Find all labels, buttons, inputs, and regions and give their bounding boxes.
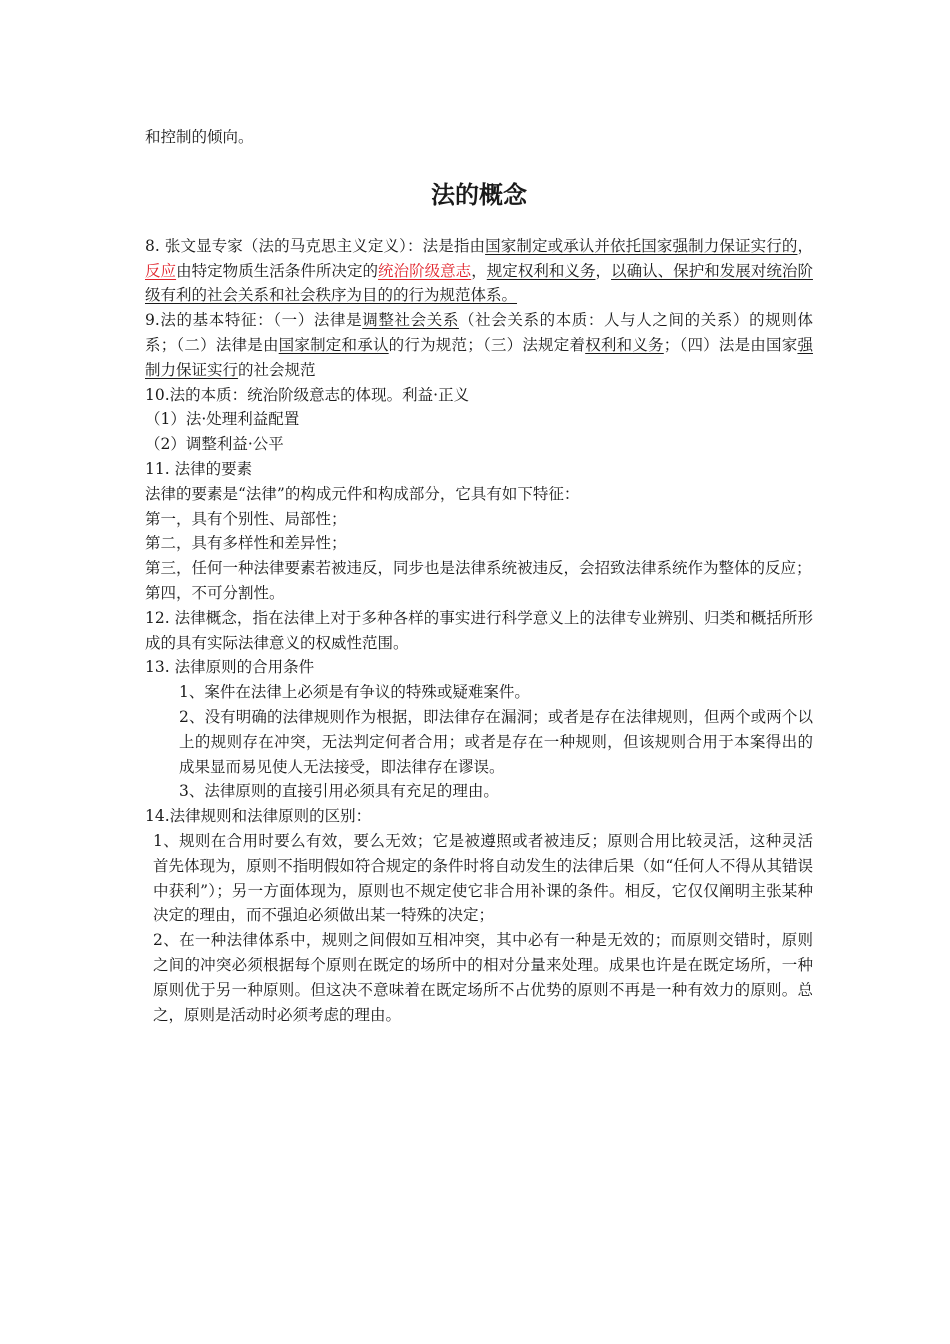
paragraph-11-heading: 11. 法律的要素: [145, 459, 253, 478]
paragraph-11-item-1: 第一，具有个别性、局部性；: [145, 509, 347, 528]
paragraph-11-item-3: 第三，任何一种法律要素若被违反，同步也是法律系统被违反，会招致法律系统作为整体的反应；: [145, 559, 812, 578]
p9-underline-3: 权利和义务: [585, 335, 664, 354]
paragraph-10-item-2: （2）调整利益·公平: [145, 435, 284, 454]
paragraph-13-item-1: 1、案件在法律上必须是有争议的特殊或疑难案件。: [179, 683, 530, 702]
p8-underline-2: 规定权利和义务: [486, 261, 596, 280]
paragraph-13-item-3: 3、法律原则的直接引用必须具有充足的理由。: [179, 782, 499, 801]
paragraph-13-item-2: 2、没有明确的法律规则作为根据，即法律存在漏洞；或者是存在法律规则，但两个或两个以上的规则存在冲突，无法判定何者合用；或者是存在一种规则，但该规则合用于本案得出的成果显而易见使人无法接受，即法律存在谬误。: [179, 707, 813, 776]
paragraph-10: 10.法的本质：统治阶级意志的体现。利益·正义: [145, 385, 470, 404]
p9-text-c: 的行为规范；（三）法规定着: [388, 335, 586, 354]
p8-text-d: ，: [471, 261, 487, 280]
paragraph-14-heading: 14.法律规则和法律原则的区别：: [145, 807, 372, 826]
p9-underline-1: 调整社会关系: [362, 311, 459, 330]
paragraph-13-heading: 13. 法律原则的合用条件: [145, 658, 315, 677]
p9-text-a: 9.法的基本特征：（一）法律是: [145, 311, 363, 330]
paragraph-8: [145, 234, 813, 308]
paragraph-12: 12. 法律概念，指在法律上对于多种各样的事实进行科学意义上的法律专业辨别、归类和概括所形成的具有实际法律意义的权威性范围。: [145, 608, 813, 652]
paragraph-11-item-4: 第四，不可分割性。: [145, 583, 285, 602]
p9-text-e: 的社会规范: [238, 360, 316, 379]
paragraph-14-item-1: 1、规则在合用时要么有效，要么无效；它是被遵照或者被违反；原则合用比较灵活，这种灵活首先体现为，原则不指明假如符合规定的条件时将自动发生的法律后果（如“任何人不得从其错误中获利”）；另一方面体现为，原则也不规定使它非合用补课的条件。相反，它仅仅阐明主张某种决定的理由，而不强迫必须做出某一特殊的决定；: [153, 831, 813, 925]
p8-underline-3: 以确认、保护和发展对统治阶级有利的社会关系和社会秩序为目的的行为规范体系。: [145, 261, 813, 305]
section-title: 法的概念: [431, 180, 527, 209]
paragraph-14-item-2: 2、在一种法律体系中，规则之间假如互相冲突，其中必有一种是无效的；而原则交错时，原则之间的冲突必须根据每个原则在既定的场所中的相对分量来处理。成果也许是在既定场所，一种原则优于另一种原则。但这决不意味着在既定场所不占优势的原则不再是一种有效力的原则。总之，原则是活动时必须考虑的理由。: [153, 931, 813, 1024]
p8-text-c: 由特定物质生活条件所决定的: [176, 261, 379, 280]
p8-text-e: ，: [595, 261, 612, 280]
p9-underline-2: 国家制定和承认: [278, 335, 389, 354]
p8-text-b: ，: [797, 236, 813, 255]
paragraph-10-item-1: （1）法·处理利益配置: [145, 410, 300, 429]
document-body: [145, 125, 813, 1027]
paragraph-11-item-2: 第二，具有多样性和差异性；: [145, 534, 347, 553]
p8-text-a: 8. 张文显专家（法的马克思主义定义）：法是指由: [145, 236, 486, 255]
p9-text-d: ；（四）法是由国家: [663, 335, 798, 354]
p8-underline-1: 国家制定或承认并依托国家强制力保证实行的: [485, 236, 798, 255]
p9-underline-4: 强制力保证实行: [145, 335, 813, 379]
paragraph-11-intro: 法律的要素是“法律”的构成元件和构成部分，它具有如下特征：: [145, 484, 580, 503]
p8-red-2: 统治阶级意志: [378, 261, 472, 280]
continuation-line: 和控制的倾向。: [145, 128, 254, 146]
p9-text-b: （社会关系的本质：人与人之间的关系）的规则体系；（二）法律是由: [145, 311, 813, 354]
paragraph-9: [145, 308, 813, 382]
p8-red-1: 反应: [145, 261, 177, 280]
